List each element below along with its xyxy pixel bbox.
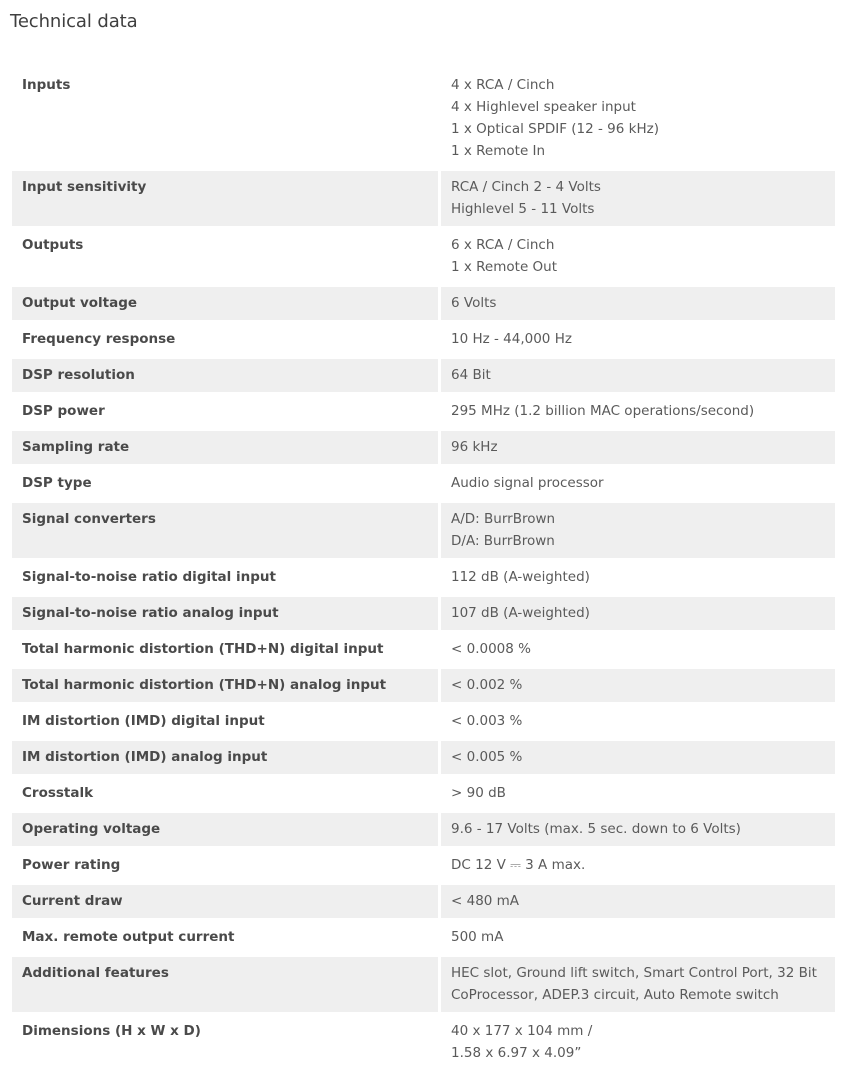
spec-value-line: 107 dB (A-weighted): [451, 605, 590, 621]
spec-label: Total harmonic distortion (THD+N) analog input: [12, 669, 438, 702]
spec-value: [438, 1015, 835, 1070]
spec-value: [438, 741, 835, 774]
spec-row: [12, 229, 835, 284]
spec-label: Total harmonic distortion (THD+N) digital input: [22, 641, 384, 657]
spec-value: [438, 395, 835, 428]
spec-value: [438, 503, 835, 558]
technical-data-table-body: [12, 69, 835, 1070]
spec-label: Signal converters: [12, 503, 438, 558]
spec-value-line: < 0.002 %: [451, 677, 523, 693]
spec-label: IM distortion (IMD) analog input: [12, 741, 438, 774]
spec-label: Additional features: [12, 957, 438, 1012]
spec-value-line: 96 kHz: [451, 439, 498, 455]
spec-row: [12, 741, 835, 774]
spec-row: [12, 957, 835, 1012]
spec-value-line: 64 Bit: [451, 367, 491, 383]
spec-value-line: 1 x Optical SPDIF (12 - 96 kHz): [451, 121, 659, 137]
spec-value-line: 6 x RCA / Cinch: [451, 237, 555, 253]
spec-row: [12, 561, 835, 594]
spec-label: Dimensions (H x W x D): [22, 1023, 201, 1039]
spec-value: [438, 777, 835, 810]
spec-row: [12, 849, 835, 882]
spec-row: [12, 1015, 835, 1070]
spec-label: Signal-to-noise ratio digital input: [22, 569, 276, 585]
spec-label: Input sensitivity: [12, 171, 438, 226]
spec-value-line: CoProcessor, ADEP.3 circuit, Auto Remote switch: [451, 987, 779, 1003]
spec-value-line: < 0.003 %: [451, 713, 523, 729]
spec-value: [438, 561, 835, 594]
spec-value: [438, 849, 835, 882]
spec-label: Sampling rate: [12, 431, 438, 464]
spec-value: [438, 885, 835, 918]
spec-row: [12, 921, 835, 954]
spec-value-line: > 90 dB: [451, 785, 506, 801]
spec-row: [12, 705, 835, 738]
spec-label: IM distortion (IMD) digital input: [22, 713, 265, 729]
spec-value-line: D/A: BurrBrown: [451, 533, 555, 549]
spec-row: [12, 597, 835, 630]
spec-value: [438, 633, 835, 666]
spec-label: DSP resolution: [12, 359, 438, 392]
spec-value: [438, 229, 835, 284]
spec-value: [438, 287, 835, 320]
spec-value: [438, 171, 835, 226]
spec-value-line: A/D: BurrBrown: [451, 511, 556, 527]
spec-row: [12, 287, 835, 320]
spec-value: [438, 597, 835, 630]
spec-value: [438, 431, 835, 464]
spec-value: [438, 813, 835, 846]
spec-label: DSP power: [22, 403, 105, 419]
spec-value: [438, 957, 835, 1012]
spec-value-line: DC 12 V ⎓ 3 A max.: [451, 857, 586, 873]
spec-row: [12, 467, 835, 500]
spec-row: [12, 323, 835, 356]
spec-value: [438, 359, 835, 392]
spec-label: Operating voltage: [12, 813, 438, 846]
spec-row: [12, 395, 835, 428]
spec-value-line: < 0.005 %: [451, 749, 523, 765]
spec-value-line: 1 x Remote In: [451, 143, 546, 159]
spec-row: [12, 633, 835, 666]
spec-label: Signal-to-noise ratio analog input: [12, 597, 438, 630]
spec-value-line: Audio signal processor: [451, 475, 604, 491]
page-title: Technical data: [10, 11, 138, 32]
spec-value-line: RCA / Cinch 2 - 4 Volts: [451, 179, 601, 195]
spec-row: [12, 171, 835, 226]
spec-row: [12, 669, 835, 702]
spec-row: [12, 431, 835, 464]
spec-value: [438, 669, 835, 702]
spec-value-line: 6 Volts: [451, 295, 497, 311]
spec-row: [12, 69, 835, 168]
spec-value: [438, 69, 835, 168]
spec-label: Frequency response: [22, 331, 176, 347]
spec-value-line: < 0.0008 %: [451, 641, 531, 657]
spec-value-line: 10 Hz - 44,000 Hz: [451, 331, 572, 347]
spec-label: Crosstalk: [22, 785, 94, 801]
spec-row: [12, 777, 835, 810]
spec-value-line: 112 dB (A-weighted): [451, 569, 590, 585]
spec-value-line: HEC slot, Ground lift switch, Smart Control Port, 32 Bit: [451, 965, 817, 981]
spec-label: Inputs: [22, 77, 71, 93]
spec-value-line: 40 x 177 x 104 mm /: [451, 1023, 593, 1039]
spec-row: [12, 359, 835, 392]
spec-value: [438, 921, 835, 954]
spec-label: Output voltage: [12, 287, 438, 320]
spec-row: [12, 503, 835, 558]
spec-label: Power rating: [22, 857, 121, 873]
spec-label: Outputs: [22, 237, 84, 253]
spec-value: [438, 705, 835, 738]
spec-label: Current draw: [12, 885, 438, 918]
spec-value: [438, 467, 835, 500]
spec-label: DSP type: [22, 475, 92, 491]
spec-row: [12, 885, 835, 918]
spec-value-line: 500 mA: [451, 929, 504, 945]
spec-row: [12, 813, 835, 846]
technical-data-table: [12, 66, 835, 1073]
spec-value-line: 9.6 - 17 Volts (max. 5 sec. down to 6 Volts): [451, 821, 741, 837]
spec-value-line: Highlevel 5 - 11 Volts: [451, 201, 595, 217]
spec-label: Max. remote output current: [22, 929, 235, 945]
spec-value-line: < 480 mA: [451, 893, 520, 909]
spec-value-line: 4 x RCA / Cinch: [451, 77, 555, 93]
spec-value-line: 4 x Highlevel speaker input: [451, 99, 636, 115]
spec-value: [438, 323, 835, 356]
spec-value-line: 295 MHz (1.2 billion MAC operations/second): [451, 403, 755, 419]
spec-value-line: 1.58 x 6.97 x 4.09”: [451, 1045, 582, 1061]
spec-value-line: 1 x Remote Out: [451, 259, 558, 275]
